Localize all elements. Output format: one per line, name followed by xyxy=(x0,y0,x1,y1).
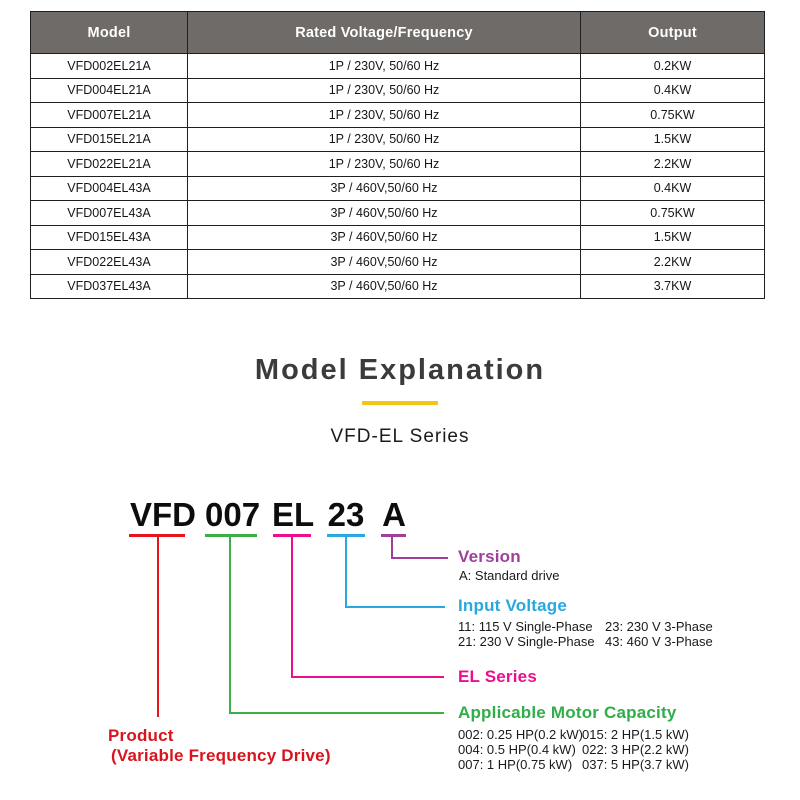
connector-line-capacity xyxy=(229,537,231,714)
connector-line-series xyxy=(291,537,293,678)
model-code-23: 23 xyxy=(327,496,365,533)
motor-capacity-label: Applicable Motor Capacity xyxy=(458,703,677,722)
el-series-label: EL Series xyxy=(458,667,537,686)
table-row xyxy=(31,127,765,152)
model-cell: VFD004EL21A xyxy=(31,78,188,103)
capacity-option: 037: 5 HP(3.7 kW) xyxy=(582,757,689,772)
voltage-cell: 3P / 460V,50/60 Hz xyxy=(188,176,581,201)
capacity-option: 015: 2 HP(1.5 kW) xyxy=(582,727,689,742)
model-cell: VFD022EL43A xyxy=(31,250,188,275)
voltage-cell: 3P / 460V,50/60 Hz xyxy=(188,274,581,299)
model-code-vfd: VFD xyxy=(130,496,196,533)
model-cell: VFD022EL21A xyxy=(31,152,188,177)
model-code-el: EL xyxy=(272,496,315,533)
voltage-cell: 3P / 460V,50/60 Hz xyxy=(188,225,581,250)
version-desc: A: Standard drive xyxy=(459,568,560,583)
output-cell: 0.75KW xyxy=(581,103,765,128)
connector-line-voltage xyxy=(345,537,347,608)
table-row xyxy=(31,250,765,275)
model-cell: VFD037EL43A xyxy=(31,274,188,299)
voltage-cell: 1P / 230V, 50/60 Hz xyxy=(188,103,581,128)
ratings-table xyxy=(30,11,765,299)
input-voltage-label: Input Voltage xyxy=(458,596,567,615)
capacity-option: 002: 0.25 HP(0.2 kW) xyxy=(458,727,583,742)
output-cell: 2.2KW xyxy=(581,250,765,275)
output-cell: 1.5KW xyxy=(581,225,765,250)
voltage-cell: 3P / 460V,50/60 Hz xyxy=(188,250,581,275)
table-row xyxy=(31,103,765,128)
voltage-cell: 1P / 230V, 50/60 Hz xyxy=(188,54,581,79)
output-cell: 0.4KW xyxy=(581,78,765,103)
voltage-option: 23: 230 V 3-Phase xyxy=(605,619,713,634)
model-cell: VFD002EL21A xyxy=(31,54,188,79)
underline-version xyxy=(381,534,406,537)
table-row xyxy=(31,274,765,299)
version-label: Version xyxy=(458,547,521,566)
output-cell: 1.5KW xyxy=(581,127,765,152)
table-header-row xyxy=(31,12,765,54)
output-cell: 2.2KW xyxy=(581,152,765,177)
capacity-option: 007: 1 HP(0.75 kW) xyxy=(458,757,573,772)
connector-line-version xyxy=(391,537,393,559)
table-row xyxy=(31,201,765,226)
capacity-option: 004: 0.5 HP(0.4 kW) xyxy=(458,742,576,757)
model-cell: VFD007EL21A xyxy=(31,103,188,128)
table-row xyxy=(31,152,765,177)
product-sublabel: (Variable Frequency Drive) xyxy=(111,746,331,765)
series-subtitle: VFD-EL Series xyxy=(330,426,470,447)
table-row xyxy=(31,78,765,103)
section-title: Model Explanation xyxy=(254,354,546,386)
model-cell: VFD004EL43A xyxy=(31,176,188,201)
output-cell: 0.4KW xyxy=(581,176,765,201)
voltage-cell: 1P / 230V, 50/60 Hz xyxy=(188,78,581,103)
table-row xyxy=(31,54,765,79)
connector-elbow-series xyxy=(291,676,444,678)
output-cell: 3.7KW xyxy=(581,274,765,299)
voltage-cell: 1P / 230V, 50/60 Hz xyxy=(188,152,581,177)
model-code-007: 007 xyxy=(205,496,261,533)
output-cell: 0.2KW xyxy=(581,54,765,79)
connector-elbow-capacity xyxy=(229,712,444,714)
voltage-cell: 1P / 230V, 50/60 Hz xyxy=(188,127,581,152)
connector-elbow-version xyxy=(391,557,448,559)
model-code-a: A xyxy=(382,496,406,533)
model-cell: VFD015EL43A xyxy=(31,225,188,250)
voltage-option: 43: 460 V 3-Phase xyxy=(605,634,713,649)
connector-elbow-voltage xyxy=(345,606,445,608)
underline-capacity xyxy=(205,534,257,537)
header-output: Output xyxy=(581,12,765,54)
voltage-option: 21: 230 V Single-Phase xyxy=(458,634,595,649)
model-cell: VFD007EL43A xyxy=(31,201,188,226)
product-label: Product xyxy=(108,726,174,745)
capacity-option: 022: 3 HP(2.2 kW) xyxy=(582,742,689,757)
table-row xyxy=(31,225,765,250)
model-cell: VFD015EL21A xyxy=(31,127,188,152)
table-row xyxy=(31,176,765,201)
output-cell: 0.75KW xyxy=(581,201,765,226)
voltage-option: 11: 115 V Single-Phase xyxy=(458,619,593,634)
connector-line-product xyxy=(157,537,159,717)
header-model: Model xyxy=(31,12,188,54)
header-voltage: Rated Voltage/Frequency xyxy=(188,12,581,54)
voltage-cell: 3P / 460V,50/60 Hz xyxy=(188,201,581,226)
title-underline-rule xyxy=(362,401,438,405)
